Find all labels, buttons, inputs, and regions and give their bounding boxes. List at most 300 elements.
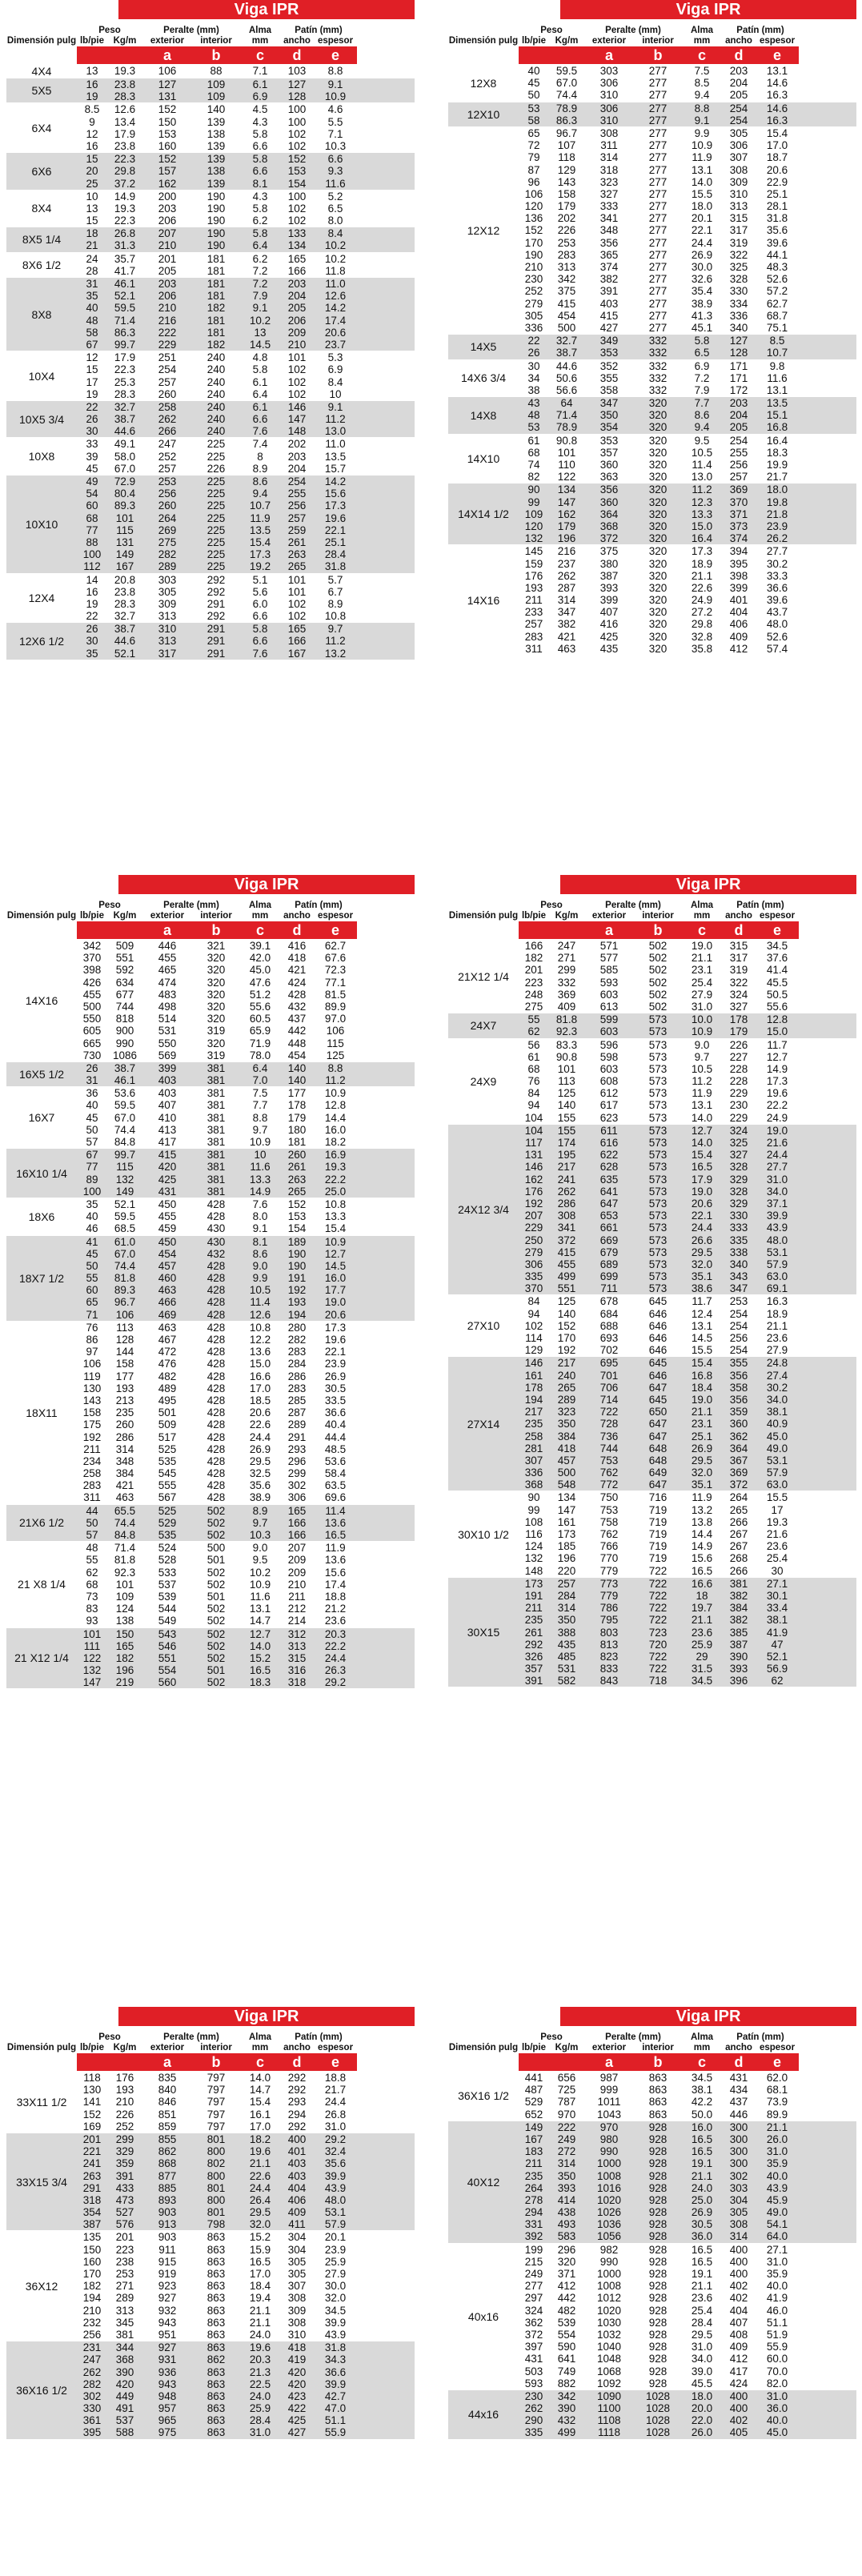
table-row xyxy=(77,351,415,363)
cell: 549 xyxy=(158,1615,177,1627)
cell: 119 xyxy=(83,1370,101,1382)
cell: 78.9 xyxy=(555,102,578,114)
table-row xyxy=(519,1063,856,1075)
cell: 81.8 xyxy=(555,1013,578,1026)
cell: 9.7 xyxy=(252,1123,268,1136)
cell: 354 xyxy=(599,421,619,434)
cell: 719 xyxy=(648,1552,668,1565)
header-peralte-label: Peralte (mm) xyxy=(163,26,219,35)
cell: 428 xyxy=(206,1272,226,1285)
cell: 254 xyxy=(729,1344,748,1357)
cell: 304 xyxy=(287,2243,307,2256)
cell: 324 xyxy=(524,2304,543,2317)
cell: 22.6 xyxy=(249,2169,271,2182)
table-row xyxy=(519,1051,856,1063)
cell: 169 xyxy=(82,2120,102,2133)
cell: 309 xyxy=(729,175,748,188)
cell: 428 xyxy=(206,1334,226,1346)
table-row xyxy=(77,140,415,152)
cell: 310 xyxy=(287,2328,307,2341)
cell: 500 xyxy=(557,321,576,334)
table-title: Viga IPR xyxy=(118,0,415,19)
cell: 411 xyxy=(288,2218,306,2231)
cell: 415 xyxy=(599,309,619,322)
cell: 210 xyxy=(158,302,177,315)
cell: 9.9 xyxy=(252,1272,268,1285)
cell: 412 xyxy=(729,642,748,655)
cell: 320 xyxy=(648,545,668,558)
cell: 357 xyxy=(524,1663,543,1675)
cell: 409 xyxy=(287,2206,307,2219)
cell: 862 xyxy=(158,2145,177,2158)
cell: 36.6 xyxy=(324,2365,347,2378)
cell: 364 xyxy=(729,1442,748,1455)
size-label: 6X4 xyxy=(31,121,52,134)
cell: 350 xyxy=(557,1614,576,1627)
cell: 207 xyxy=(158,227,177,240)
cell: 247 xyxy=(557,940,576,952)
size-label: 10X10 xyxy=(25,517,58,531)
cell: 258 xyxy=(158,400,177,413)
letter-e: e xyxy=(756,921,799,939)
column-headers xyxy=(448,894,856,921)
cell: 573 xyxy=(648,1075,668,1088)
cell: 190 xyxy=(206,202,226,215)
cell: 537 xyxy=(158,1578,177,1591)
cell: 46 xyxy=(86,1222,98,1235)
cell: 101 xyxy=(287,351,307,364)
cell: 431 xyxy=(158,1185,177,1198)
cell: 73 xyxy=(86,1590,98,1603)
header-ancho: ancho xyxy=(283,36,311,46)
cell: 706 xyxy=(599,1381,619,1394)
cell: 261 xyxy=(287,1161,307,1174)
table-row xyxy=(519,570,856,582)
cell: 61 xyxy=(527,434,540,447)
cell: 182 xyxy=(115,1651,134,1664)
size-group xyxy=(6,277,415,351)
group-rows xyxy=(519,102,856,126)
cell: 308 xyxy=(599,126,619,139)
cell: 278 xyxy=(524,2193,543,2206)
cell: 21 xyxy=(86,239,98,252)
cell: 6.1 xyxy=(252,400,268,413)
cell: 384 xyxy=(729,1602,748,1615)
cell: 18 xyxy=(696,1589,708,1602)
cell: 79 xyxy=(527,151,540,164)
cell: 573 xyxy=(648,1161,668,1174)
table-row xyxy=(77,2084,415,2096)
cell: 308 xyxy=(729,163,748,176)
header-exterior: exterior xyxy=(591,2043,627,2052)
cell: 395 xyxy=(82,2426,102,2439)
table-row xyxy=(77,2206,415,2218)
cell: 14.0 xyxy=(249,2072,271,2084)
table-row xyxy=(519,2170,856,2182)
cell: 89.9 xyxy=(766,2108,788,2121)
cell: 45 xyxy=(86,1111,98,1124)
cell: 323 xyxy=(599,175,619,188)
cell: 318 xyxy=(599,163,619,176)
table-row xyxy=(77,977,415,989)
cell: 12.7 xyxy=(249,1627,271,1640)
cell: 928 xyxy=(648,2316,668,2329)
table-row xyxy=(519,594,856,606)
size-label: 10X4 xyxy=(28,369,55,383)
cell: 766 xyxy=(599,1540,619,1553)
cell: 226 xyxy=(115,2108,134,2121)
cell: 903 xyxy=(158,2231,177,2244)
cell: 139 xyxy=(206,177,226,190)
header-patin-label: Patín (mm) xyxy=(295,26,343,35)
cell: 190 xyxy=(287,1259,307,1272)
cell: 68 xyxy=(527,1062,540,1075)
cell: 332 xyxy=(648,347,668,359)
cell: 6.5 xyxy=(694,347,710,359)
cell: 320 xyxy=(648,606,668,619)
cell: 309 xyxy=(158,597,177,610)
cell: 34.5 xyxy=(691,2072,713,2084)
table-row xyxy=(519,421,856,433)
table-row xyxy=(77,2133,415,2145)
cell: 25.1 xyxy=(766,187,788,200)
table-row xyxy=(77,574,415,586)
header-kgm: Kg/m xyxy=(555,2043,579,2052)
cell: 256 xyxy=(82,2328,102,2341)
cell: 900 xyxy=(115,1025,134,1037)
cell: 465 xyxy=(158,964,177,977)
cell: 31.3 xyxy=(114,239,136,252)
cell: 84 xyxy=(527,1087,540,1100)
cell: 24 xyxy=(86,252,98,265)
table-row xyxy=(77,128,415,140)
cell: 287 xyxy=(287,1406,307,1419)
cell: 35.7 xyxy=(114,252,136,265)
size-label: 27X10 xyxy=(467,1319,500,1333)
cell: 420 xyxy=(158,1161,177,1174)
cell: 84.8 xyxy=(114,1136,136,1148)
cell: 172 xyxy=(729,383,748,396)
cell: 253 xyxy=(729,1295,748,1308)
letter-c: c xyxy=(682,2053,722,2071)
cell: 503 xyxy=(524,2365,543,2377)
column-headers xyxy=(6,894,415,921)
size-label: 24X7 xyxy=(470,1019,497,1033)
cell: 427 xyxy=(287,2426,307,2439)
cell: 463 xyxy=(158,1321,177,1334)
table-row xyxy=(519,989,856,1001)
cell: 160 xyxy=(82,2255,102,2268)
cell: 226 xyxy=(729,1038,748,1051)
cell: 114 xyxy=(525,1332,543,1344)
cell: 203 xyxy=(729,397,748,410)
cell: 4.8 xyxy=(252,351,268,364)
cell: 320 xyxy=(206,988,226,1001)
cell: 310 xyxy=(158,623,177,636)
cell: 327 xyxy=(599,187,619,200)
cell: 39.9 xyxy=(324,2316,347,2329)
cell: 277 xyxy=(648,175,668,188)
cell: 20.1 xyxy=(691,212,713,225)
cell: 254 xyxy=(729,1319,748,1332)
cell: 634 xyxy=(115,976,134,989)
cell: 10.9 xyxy=(249,1578,271,1591)
cell: 69.6 xyxy=(324,1491,347,1504)
cell: 387 xyxy=(599,569,619,582)
header-exterior: exterior xyxy=(591,911,627,921)
cell: 12.6 xyxy=(324,290,347,303)
table-row xyxy=(77,290,415,302)
cell: 19.3 xyxy=(766,1515,788,1528)
table-row xyxy=(519,2268,856,2280)
cell: 720 xyxy=(648,1638,668,1651)
cell: 45.9 xyxy=(766,2193,788,2206)
cell: 50 xyxy=(86,1259,98,1272)
cell: 336 xyxy=(524,321,543,334)
cell: 818 xyxy=(115,1013,134,1025)
cell: 35.9 xyxy=(766,2157,788,2170)
cell: 391 xyxy=(524,1675,543,1687)
cell: 27.1 xyxy=(766,2243,788,2256)
cell: 49.1 xyxy=(114,438,136,451)
cell: 23.9 xyxy=(766,520,788,532)
cell: 104 xyxy=(524,1124,543,1137)
cell: 161 xyxy=(524,1369,543,1382)
cell: 18.2 xyxy=(324,1136,347,1148)
cell: 54.1 xyxy=(766,2218,788,2231)
header-kgm: Kg/m xyxy=(113,911,137,921)
cell: 441 xyxy=(524,2072,543,2084)
cell: 277 xyxy=(648,261,668,273)
cell: 863 xyxy=(206,2341,226,2354)
cell: 340 xyxy=(729,1258,748,1270)
cell: 101 xyxy=(82,1627,102,1640)
cell: 502 xyxy=(206,1615,226,1627)
cell: 392 xyxy=(524,2230,543,2243)
cell: 291 xyxy=(206,623,226,636)
size-label: 27X14 xyxy=(467,1417,500,1430)
table-row xyxy=(519,1357,856,1369)
cell: 14.0 xyxy=(691,1111,713,1124)
cell: 20.6 xyxy=(766,163,788,176)
cell: 65 xyxy=(527,126,540,139)
cell: 319 xyxy=(206,1049,226,1061)
cell: 257 xyxy=(158,375,177,388)
cell: 28 xyxy=(86,264,98,277)
cell: 943 xyxy=(158,2377,177,2390)
cell: 417 xyxy=(158,1136,177,1148)
cell: 15.5 xyxy=(691,1344,713,1357)
cell: 90 xyxy=(527,1491,540,1504)
cell: 10.8 xyxy=(324,1198,347,1210)
size-label: 18X6 xyxy=(28,1210,55,1223)
cell: 33.5 xyxy=(324,1394,347,1406)
cell: 843 xyxy=(599,1675,619,1687)
cell: 19.2 xyxy=(249,560,271,573)
cell: 6.6 xyxy=(252,635,268,648)
table-row xyxy=(77,2280,415,2292)
letter-blank xyxy=(448,921,519,939)
cell: 333 xyxy=(729,1222,748,1234)
size-group xyxy=(6,1504,415,1542)
cell: 128 xyxy=(729,347,748,359)
cell: 226 xyxy=(206,462,226,475)
cell: 354 xyxy=(82,2206,102,2219)
cell: 8.0 xyxy=(327,215,343,227)
table-row xyxy=(77,1062,415,1074)
cell: 60 xyxy=(86,500,98,512)
table-panel xyxy=(6,875,415,1688)
size-label: 33X15 3/4 xyxy=(16,2175,67,2189)
cell: 225 xyxy=(206,438,226,451)
size-label: 24X9 xyxy=(470,1074,497,1088)
cell: 27.7 xyxy=(766,1161,788,1174)
cell: 583 xyxy=(557,2230,576,2243)
table-row xyxy=(77,1309,415,1321)
cell: 148 xyxy=(287,425,307,438)
cell: 851 xyxy=(158,2108,177,2121)
cell: 253 xyxy=(557,236,576,249)
cell: 316 xyxy=(287,1664,307,1677)
cell: 324 xyxy=(729,988,748,1001)
cell: 291 xyxy=(206,647,226,660)
cell: 528 xyxy=(158,1554,177,1567)
cell: 120 xyxy=(524,520,543,532)
cell: 502 xyxy=(206,1578,226,1591)
cell: 12.6 xyxy=(114,103,136,116)
cell: 44.4 xyxy=(324,1430,347,1443)
cell: 100 xyxy=(287,115,307,128)
cell: 11.6 xyxy=(767,371,788,384)
cell: 67.6 xyxy=(324,952,347,965)
cell: 39.9 xyxy=(766,1210,788,1222)
table-row xyxy=(519,1137,856,1149)
cell: 26.3 xyxy=(324,1664,347,1677)
table-row xyxy=(77,2292,415,2304)
cell: 863 xyxy=(648,2096,668,2109)
cell: 9.7 xyxy=(694,1050,710,1063)
table-row xyxy=(77,1467,415,1479)
cell: 22.1 xyxy=(691,1210,713,1222)
cell: 181 xyxy=(287,1136,307,1148)
cell: 154 xyxy=(287,177,307,190)
cell: 321 xyxy=(206,940,226,952)
cell: 22.3 xyxy=(114,153,136,166)
cell: 48 xyxy=(527,409,540,422)
cell: 399 xyxy=(729,581,748,594)
cell: 797 xyxy=(206,2072,226,2084)
cell: 313 xyxy=(115,2304,134,2317)
cell: 43.9 xyxy=(324,2328,347,2341)
cell: 10.9 xyxy=(324,1087,347,1100)
size-group xyxy=(448,126,856,334)
cell: 593 xyxy=(599,976,619,989)
cell: 401 xyxy=(287,2145,307,2158)
table-row xyxy=(77,1455,415,1467)
table-row xyxy=(77,191,415,203)
cell: 228 xyxy=(729,1062,748,1075)
cell: 347 xyxy=(599,397,619,410)
cell: 16.5 xyxy=(691,2145,713,2158)
cell: 863 xyxy=(206,2389,226,2402)
cell: 863 xyxy=(206,2402,226,2415)
cell: 14.9 xyxy=(766,1062,788,1075)
cell: 30.1 xyxy=(766,1589,788,1602)
cell: 47.0 xyxy=(324,2402,347,2415)
cell: 573 xyxy=(648,1038,668,1051)
size-label: 14X5 xyxy=(470,340,497,354)
group-rows xyxy=(519,1039,856,1124)
cell: 361 xyxy=(82,2414,102,2427)
cell: 770 xyxy=(599,1552,619,1565)
size-group xyxy=(6,1321,415,1504)
size-label: 12X4 xyxy=(28,591,55,604)
cell: 22.2 xyxy=(766,1099,788,1112)
cell: 41.4 xyxy=(766,964,788,977)
cell: 16.5 xyxy=(691,2133,713,2145)
cell: 855 xyxy=(158,2133,177,2145)
cell: 801 xyxy=(206,2181,226,2194)
letter-e: e xyxy=(314,46,357,64)
cell: 463 xyxy=(158,1284,177,1297)
cell: 35.6 xyxy=(249,1479,271,1492)
cell: 177 xyxy=(115,1370,134,1382)
table-row xyxy=(77,239,415,251)
cell: 40 xyxy=(527,65,540,77)
cell: 400 xyxy=(729,2255,748,2268)
table-row xyxy=(519,1246,856,1258)
cell: 235 xyxy=(524,1418,543,1430)
cell: 758 xyxy=(599,1515,619,1528)
cell: 149 xyxy=(115,548,134,561)
size-group xyxy=(448,1013,856,1037)
table-row xyxy=(77,2121,415,2133)
cell: 48.5 xyxy=(324,1442,347,1455)
cell: 491 xyxy=(115,2402,134,2415)
cell: 21.1 xyxy=(691,1406,713,1418)
group-rows xyxy=(519,1357,856,1491)
cell: 328 xyxy=(729,1185,748,1198)
cell: 45.5 xyxy=(766,976,788,989)
cell: 800 xyxy=(206,2193,226,2206)
cell: 102 xyxy=(287,127,307,140)
cell: 191 xyxy=(524,1589,543,1602)
table-row xyxy=(519,545,856,557)
cell: 928 xyxy=(648,2377,668,2389)
cell: 370 xyxy=(729,496,748,508)
header-dimension: Dimensión pulg xyxy=(6,36,77,46)
table-row xyxy=(77,376,415,388)
cell: 882 xyxy=(557,2377,576,2389)
cell: 100 xyxy=(82,548,102,561)
cell: 203 xyxy=(729,65,748,77)
group-rows xyxy=(519,127,856,334)
cell: 265 xyxy=(557,1381,576,1394)
cell: 35.8 xyxy=(691,642,713,655)
cell: 153 xyxy=(287,1210,307,1223)
table-row xyxy=(77,265,415,277)
cell: 368 xyxy=(115,2353,134,2366)
cell: 92.3 xyxy=(114,1566,136,1579)
cell: 13.6 xyxy=(324,1516,347,1529)
cell: 59.5 xyxy=(114,1099,136,1112)
cell: 463 xyxy=(115,1491,134,1504)
table-row xyxy=(519,1663,856,1675)
cell: 315 xyxy=(729,940,748,952)
table-row xyxy=(77,2305,415,2317)
cell: 65.9 xyxy=(249,1025,271,1037)
cell: 320 xyxy=(648,594,668,607)
